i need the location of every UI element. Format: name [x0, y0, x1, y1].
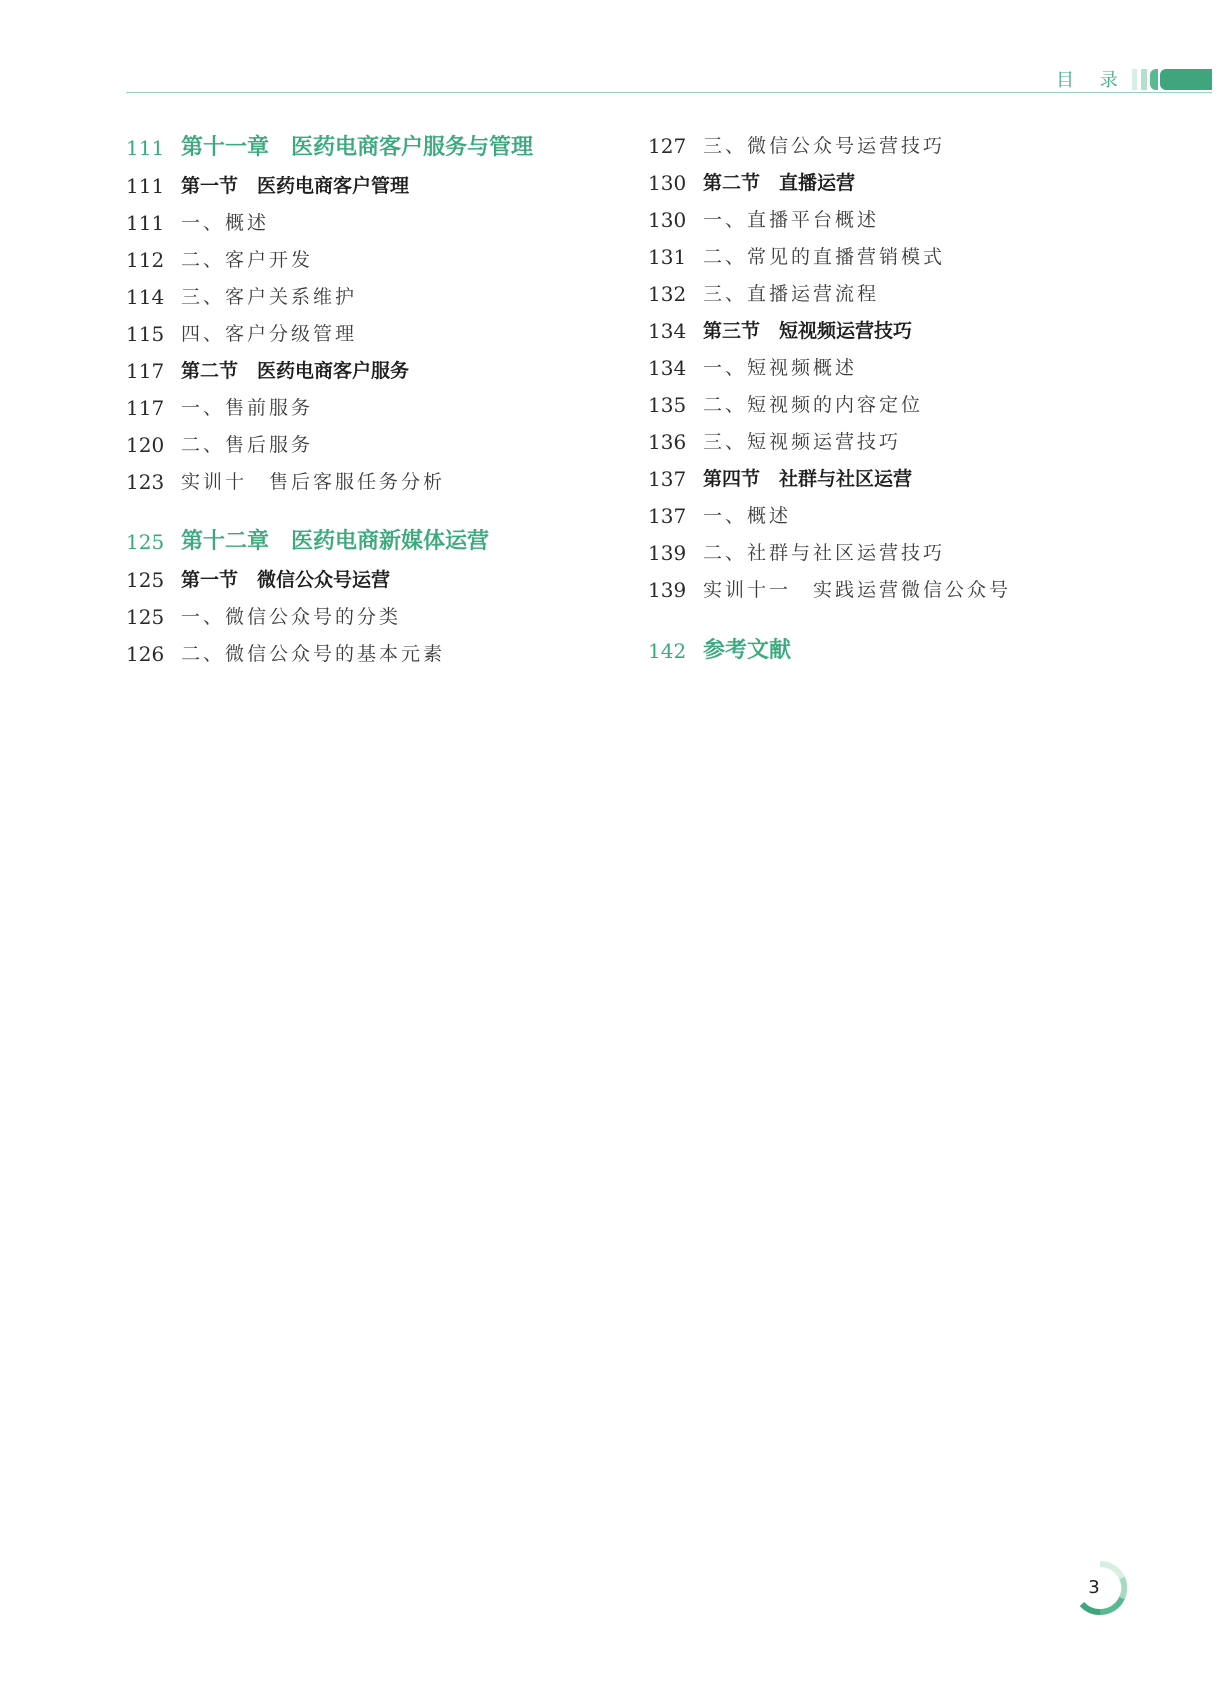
- toc-item-title: 三、微信公众号运营技巧: [703, 135, 946, 157]
- toc-page-number: 125: [126, 568, 165, 592]
- toc-item-title: 实训十一 实践运营微信公众号: [703, 579, 1012, 601]
- header-decor-bar: [1132, 69, 1137, 90]
- page-number: 3: [1088, 1577, 1100, 1598]
- toc-section-title: 第三节 短视频运营技巧: [703, 320, 913, 342]
- toc-section-title: 第二节 医药电商客户服务: [181, 360, 410, 382]
- toc-page-number: 125: [126, 530, 165, 554]
- toc-item-title: 二、售后服务: [181, 434, 314, 456]
- toc-item[interactable]: [648, 424, 1168, 461]
- toc-item-title: 二、微信公众号的基本元素: [181, 643, 446, 665]
- toc-item-title: 三、短视频运营技巧: [703, 431, 902, 453]
- toc-item-title: 四、客户分级管理: [181, 323, 358, 345]
- toc-section-title: 第一节 医药电商客户管理: [181, 175, 410, 197]
- toc-page-number: 134: [648, 356, 687, 380]
- toc-section-title: 第二节 直播运营: [703, 172, 856, 194]
- toc-section[interactable]: [648, 165, 1168, 202]
- toc-item-title: 一、短视频概述: [703, 357, 858, 379]
- toc-item[interactable]: [126, 316, 646, 353]
- toc-page-number: 139: [648, 541, 687, 565]
- toc-page-number: 111: [126, 211, 165, 235]
- toc-page-number: 130: [648, 208, 687, 232]
- toc-item[interactable]: [126, 390, 646, 427]
- toc-item[interactable]: [126, 464, 646, 501]
- toc-page-number: 127: [648, 134, 687, 158]
- toc-page-number: 117: [126, 359, 165, 383]
- toc-item[interactable]: [648, 387, 1168, 424]
- toc-item-title: 三、直播运营流程: [703, 283, 880, 305]
- toc-page-number: 137: [648, 504, 687, 528]
- toc-page-number: 111: [126, 136, 165, 160]
- toc-item[interactable]: [648, 572, 1168, 609]
- toc-item-title: 一、概述: [181, 212, 270, 234]
- toc-page-number: 117: [126, 396, 165, 420]
- toc-page-number: 136: [648, 430, 687, 454]
- toc-item-title: 三、客户关系维护: [181, 286, 358, 308]
- header-decor-bar: [1160, 69, 1212, 90]
- toc-item[interactable]: [126, 427, 646, 464]
- toc-page-number: 120: [126, 433, 165, 457]
- toc-item-title: 二、常见的直播营销模式: [703, 246, 946, 268]
- toc-item-title: 一、微信公众号的分类: [181, 606, 402, 628]
- toc-item[interactable]: [648, 535, 1168, 572]
- toc-chapter[interactable]: [126, 522, 646, 562]
- toc-section-title: 第一节 微信公众号运营: [181, 569, 391, 591]
- toc-item-title: 一、售前服务: [181, 397, 314, 419]
- header-rule: [126, 92, 1212, 93]
- toc-section[interactable]: [126, 168, 646, 205]
- header-decor-bar: [1141, 69, 1147, 90]
- toc-page-number: 139: [648, 578, 687, 602]
- toc-section-title: 第四节 社群与社区运营: [703, 468, 913, 490]
- toc-item-title: 二、社群与社区运营技巧: [703, 542, 946, 564]
- toc-chapter-title: 第十一章 医药电商客户服务与管理: [181, 135, 534, 160]
- toc-section[interactable]: [126, 562, 646, 599]
- toc-item-title: 实训十 售后客服任务分析: [181, 471, 446, 493]
- toc-item[interactable]: [126, 205, 646, 242]
- toc-item[interactable]: [648, 350, 1168, 387]
- page-number-badge: [1072, 1560, 1128, 1616]
- toc-page-number: 125: [126, 605, 165, 629]
- toc-page-number: 131: [648, 245, 687, 269]
- toc-chapter[interactable]: [126, 128, 646, 168]
- toc-item-title: 二、短视频的内容定位: [703, 394, 924, 416]
- toc-page-number: 135: [648, 393, 687, 417]
- toc-page-number: 130: [648, 171, 687, 195]
- toc-item[interactable]: [648, 202, 1168, 239]
- toc-section[interactable]: [648, 313, 1168, 350]
- toc-chapter-title: 参考文献: [703, 638, 792, 663]
- toc-page-number: 112: [126, 248, 165, 272]
- toc-page-number: 111: [126, 174, 165, 198]
- toc-chapter-title: 第十二章 医药电商新媒体运营: [181, 529, 490, 554]
- toc-item[interactable]: [648, 276, 1168, 313]
- toc-page-number: 115: [126, 322, 165, 346]
- toc-references[interactable]: [648, 631, 1168, 671]
- toc-item[interactable]: [648, 498, 1168, 535]
- toc-item[interactable]: [126, 636, 646, 673]
- toc-page-number: 134: [648, 319, 687, 343]
- toc-page-number: 123: [126, 470, 165, 494]
- header-decor-bar: [1150, 69, 1158, 90]
- toc-item[interactable]: [126, 599, 646, 636]
- toc-page-number: 142: [648, 639, 687, 663]
- toc-page-number: 126: [126, 642, 165, 666]
- toc-section[interactable]: [648, 461, 1168, 498]
- toc-right-column: [648, 128, 1168, 671]
- toc-item-title: 一、概述: [703, 505, 792, 527]
- toc-page-number: 114: [126, 285, 165, 309]
- running-header-title: 目 录: [1056, 70, 1128, 91]
- toc-section[interactable]: [126, 353, 646, 390]
- toc-item-title: 二、客户开发: [181, 249, 314, 271]
- toc-item[interactable]: [126, 279, 646, 316]
- toc-page-number: 132: [648, 282, 687, 306]
- toc-left-column: [126, 128, 646, 673]
- toc-item-title: 一、直播平台概述: [703, 209, 880, 231]
- toc-item[interactable]: [648, 128, 1168, 165]
- toc-item[interactable]: [126, 242, 646, 279]
- toc-item[interactable]: [648, 239, 1168, 276]
- toc-page-number: 137: [648, 467, 687, 491]
